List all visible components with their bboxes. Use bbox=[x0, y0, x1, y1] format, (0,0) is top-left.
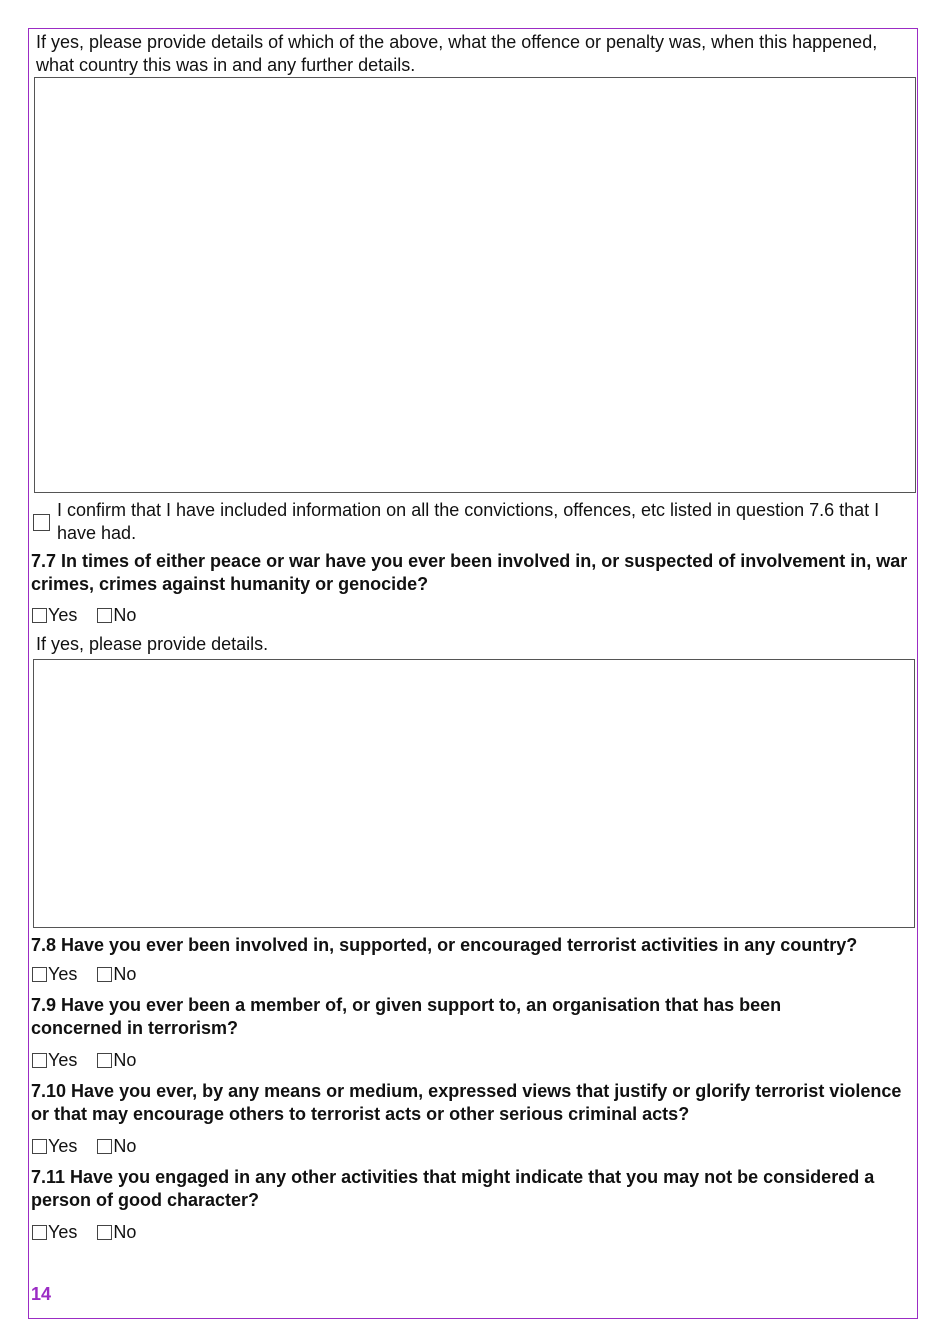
no-option-7-11[interactable] bbox=[97, 1221, 136, 1243]
yes-label: Yes bbox=[48, 964, 78, 984]
details-prompt-7-7: If yes, please provide details. bbox=[36, 634, 269, 654]
details-prompt-7-6: If yes, please provide details of which of the above, what the offence or penalty was, when this happened, what country this was in and any further details. bbox=[36, 32, 878, 75]
yes-no-group-7-10 bbox=[32, 1135, 156, 1157]
question-7-8: 7.8 Have you ever been involved in, supported, or encouraged terrorist activities in any country? bbox=[31, 935, 858, 955]
no-option-7-9[interactable] bbox=[97, 1049, 136, 1071]
question-7-10: 7.10 Have you ever, by any means or medium, expressed views that justify or glorify terrorist violence or that may encourage others to terrorist acts or other serious criminal acts? bbox=[31, 1081, 902, 1124]
yes-option-7-11[interactable] bbox=[32, 1221, 77, 1243]
yes-label: Yes bbox=[48, 605, 78, 625]
yes-no-group-7-8 bbox=[32, 963, 156, 985]
checkbox-icon bbox=[32, 967, 47, 982]
yes-label: Yes bbox=[48, 1050, 78, 1070]
question-7-9: 7.9 Have you ever been a member of, or given support to, an organisation that has been concerned in terrorism? bbox=[31, 995, 782, 1038]
no-label: No bbox=[113, 964, 137, 984]
no-label: No bbox=[113, 605, 137, 625]
no-option-7-8[interactable] bbox=[97, 963, 136, 985]
details-textarea-7-6[interactable] bbox=[34, 77, 916, 493]
checkbox-icon bbox=[32, 1139, 47, 1154]
no-label: No bbox=[113, 1050, 137, 1070]
no-label: No bbox=[113, 1222, 137, 1242]
no-option-7-10[interactable] bbox=[97, 1135, 136, 1157]
yes-label: Yes bbox=[48, 1222, 78, 1242]
checkbox-icon bbox=[97, 1053, 112, 1068]
no-option-7-7[interactable] bbox=[97, 604, 136, 626]
yes-no-group-7-7 bbox=[32, 604, 156, 626]
checkbox-icon bbox=[97, 1225, 112, 1240]
yes-option-7-7[interactable] bbox=[32, 604, 77, 626]
checkbox-icon bbox=[97, 1139, 112, 1154]
checkbox-icon bbox=[33, 514, 50, 531]
checkbox-icon bbox=[32, 608, 47, 623]
yes-option-7-9[interactable] bbox=[32, 1049, 77, 1071]
yes-no-group-7-9 bbox=[32, 1049, 156, 1071]
yes-no-group-7-11 bbox=[32, 1221, 156, 1243]
page-number: 14 bbox=[31, 1284, 52, 1304]
confirm-checkbox-7-6[interactable] bbox=[33, 514, 50, 531]
yes-option-7-8[interactable] bbox=[32, 963, 77, 985]
confirm-label-7-6: I confirm that I have included information on all the convictions, offences, etc listed in question 7.6 that I have had. bbox=[57, 500, 880, 543]
checkbox-icon bbox=[32, 1225, 47, 1240]
no-label: No bbox=[113, 1136, 137, 1156]
yes-option-7-10[interactable] bbox=[32, 1135, 77, 1157]
details-textarea-7-7[interactable] bbox=[33, 659, 915, 928]
checkbox-icon bbox=[32, 1053, 47, 1068]
question-7-7: 7.7 In times of either peace or war have you ever been involved in, or suspected of involvement in, war crimes, crimes against humanity or genocide? bbox=[31, 551, 908, 594]
yes-label: Yes bbox=[48, 1136, 78, 1156]
question-7-11: 7.11 Have you engaged in any other activities that might indicate that you may not be considered a person of good character? bbox=[31, 1167, 875, 1210]
checkbox-icon bbox=[97, 967, 112, 982]
checkbox-icon bbox=[97, 608, 112, 623]
